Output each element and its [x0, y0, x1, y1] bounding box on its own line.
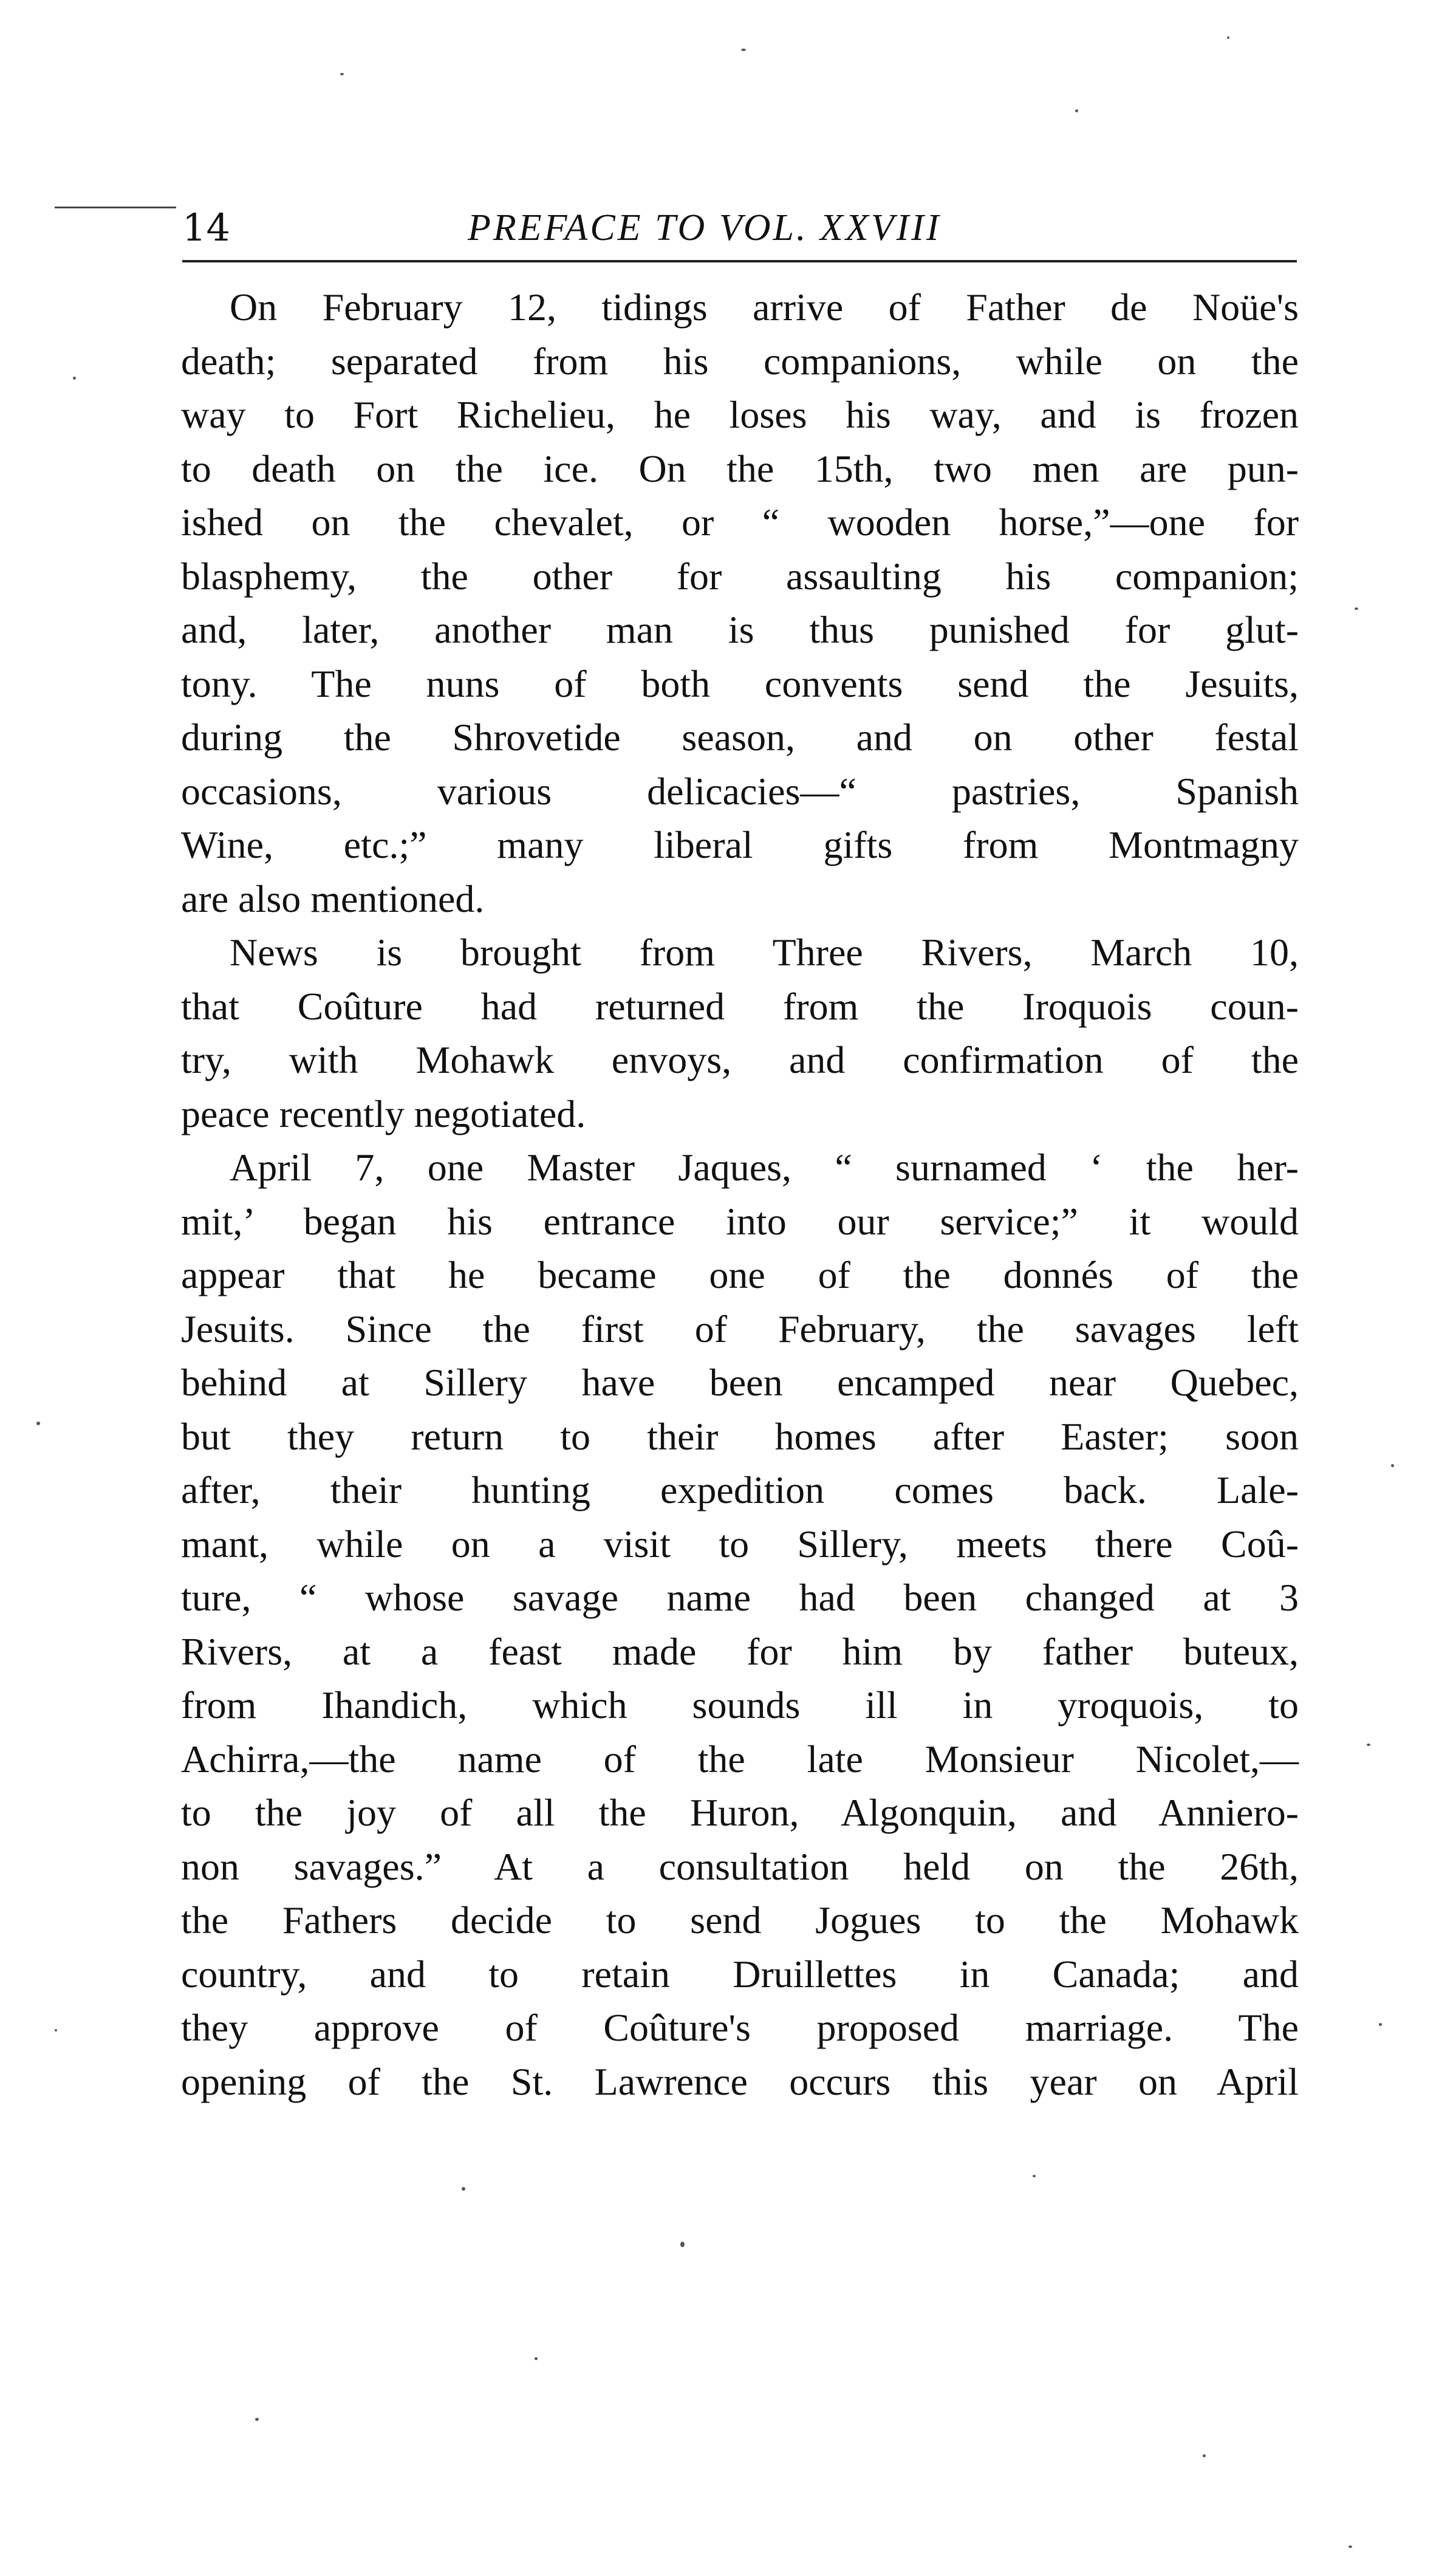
text-line: tony. The nuns of both convents send the Jesuits,: [181, 662, 1299, 705]
scan-speck: [340, 73, 344, 75]
text-line: On February 12, tidings arrive of Father de Noüe's: [230, 286, 1299, 329]
text-line: mit,’ began his entrance into our service;” it would: [181, 1199, 1299, 1243]
scan-speck: [1033, 2175, 1036, 2177]
page-number: 14: [182, 205, 230, 250]
text-line: death; separated from his companions, while on the: [181, 339, 1299, 383]
scan-speck: [680, 2242, 685, 2247]
text-line: from Ihandich, which sounds ill in yroquois, to: [181, 1683, 1299, 1727]
text-line: the Fathers decide to send Jogues to the Mohawk: [181, 1898, 1299, 1942]
text-line: try, with Mohawk envoys, and confirmation of the: [181, 1038, 1299, 1081]
scan-speck: [55, 2029, 57, 2031]
text-line: but they return to their homes after Easter; soon: [181, 1414, 1299, 1458]
text-line: mant, while on a visit to Sillery, meets there Coû-: [181, 1522, 1299, 1566]
scan-speck: [462, 2187, 465, 2191]
scan-speck: [1379, 2023, 1382, 2026]
scan-speck: [36, 1422, 40, 1425]
text-line: Wine, etc.;” many liberal gifts from Montmagny: [181, 823, 1299, 866]
text-line: ture, “ whose savage name had been changed at 3: [181, 1576, 1299, 1619]
text-line: way to Fort Richelieu, he loses his way, and is frozen: [181, 393, 1299, 436]
text-line: peace recently negotiated.: [181, 1092, 586, 1135]
text-line: that Coûture had returned from the Iroquois coun-: [181, 984, 1299, 1028]
scan-speck: [535, 2357, 538, 2360]
text-line: to death on the ice. On the 15th, two men are pun-: [181, 447, 1299, 490]
scan-speck: [1203, 2454, 1206, 2457]
text-line: ished on the chevalet, or “ wooden horse,”—one for: [181, 501, 1299, 544]
text-line: occasions, various delicacies—“ pastries, Spanish: [181, 769, 1299, 813]
scan-speck: [255, 2418, 259, 2421]
margin-rule: [55, 207, 176, 208]
text-line: behind at Sillery have been encamped near Quebec,: [181, 1361, 1299, 1404]
running-title: PREFACE TO VOL. XXVIII: [468, 207, 942, 248]
text-line: after, their hunting expedition comes back. Lale-: [181, 1468, 1299, 1511]
scan-speck: [1227, 36, 1229, 39]
scan-speck: [1391, 1464, 1394, 1467]
scan-speck: [1355, 608, 1358, 610]
text-line: Jesuits. Since the first of February, the savages left: [181, 1307, 1299, 1350]
text-line: are also mentioned.: [181, 877, 485, 920]
text-line: non savages.” At a consultation held on the 26th,: [181, 1844, 1299, 1888]
header-rule: [182, 260, 1297, 262]
text-line: Achirra,—the name of the late Monsieur Nicolet,—: [181, 1737, 1299, 1781]
text-line: opening of the St. Lawrence occurs this year on April: [181, 2059, 1299, 2103]
scan-speck: [741, 49, 746, 51]
scan-speck: [1075, 109, 1078, 112]
text-line: Rivers, at a feast made for him by father buteux,: [181, 1629, 1299, 1673]
text-line: to the joy of all the Huron, Algonquin, and Anniero-: [181, 1791, 1299, 1834]
text-line: and, later, another man is thus punished for glut-: [181, 608, 1299, 651]
text-line: country, and to retain Druillettes in Canada; and: [181, 1952, 1299, 1996]
text-line: appear that he became one of the donnés of the: [181, 1253, 1299, 1296]
scan-speck: [1348, 2545, 1352, 2548]
text-line: April 7, one Master Jaques, “ surnamed ‘ the her-: [230, 1146, 1299, 1189]
scan-speck: [1367, 1744, 1370, 1746]
text-line: they approve of Coûture's proposed marriage. The: [181, 2006, 1299, 2049]
body-text: [181, 281, 1299, 2109]
text-line: during the Shrovetide season, and on other festal: [181, 716, 1299, 759]
text-line: News is brought from Three Rivers, March 10,: [230, 931, 1299, 974]
text-line: blasphemy, the other for assaulting his companion;: [181, 554, 1299, 598]
page-header: [182, 200, 1263, 255]
scan-speck: [73, 377, 76, 380]
